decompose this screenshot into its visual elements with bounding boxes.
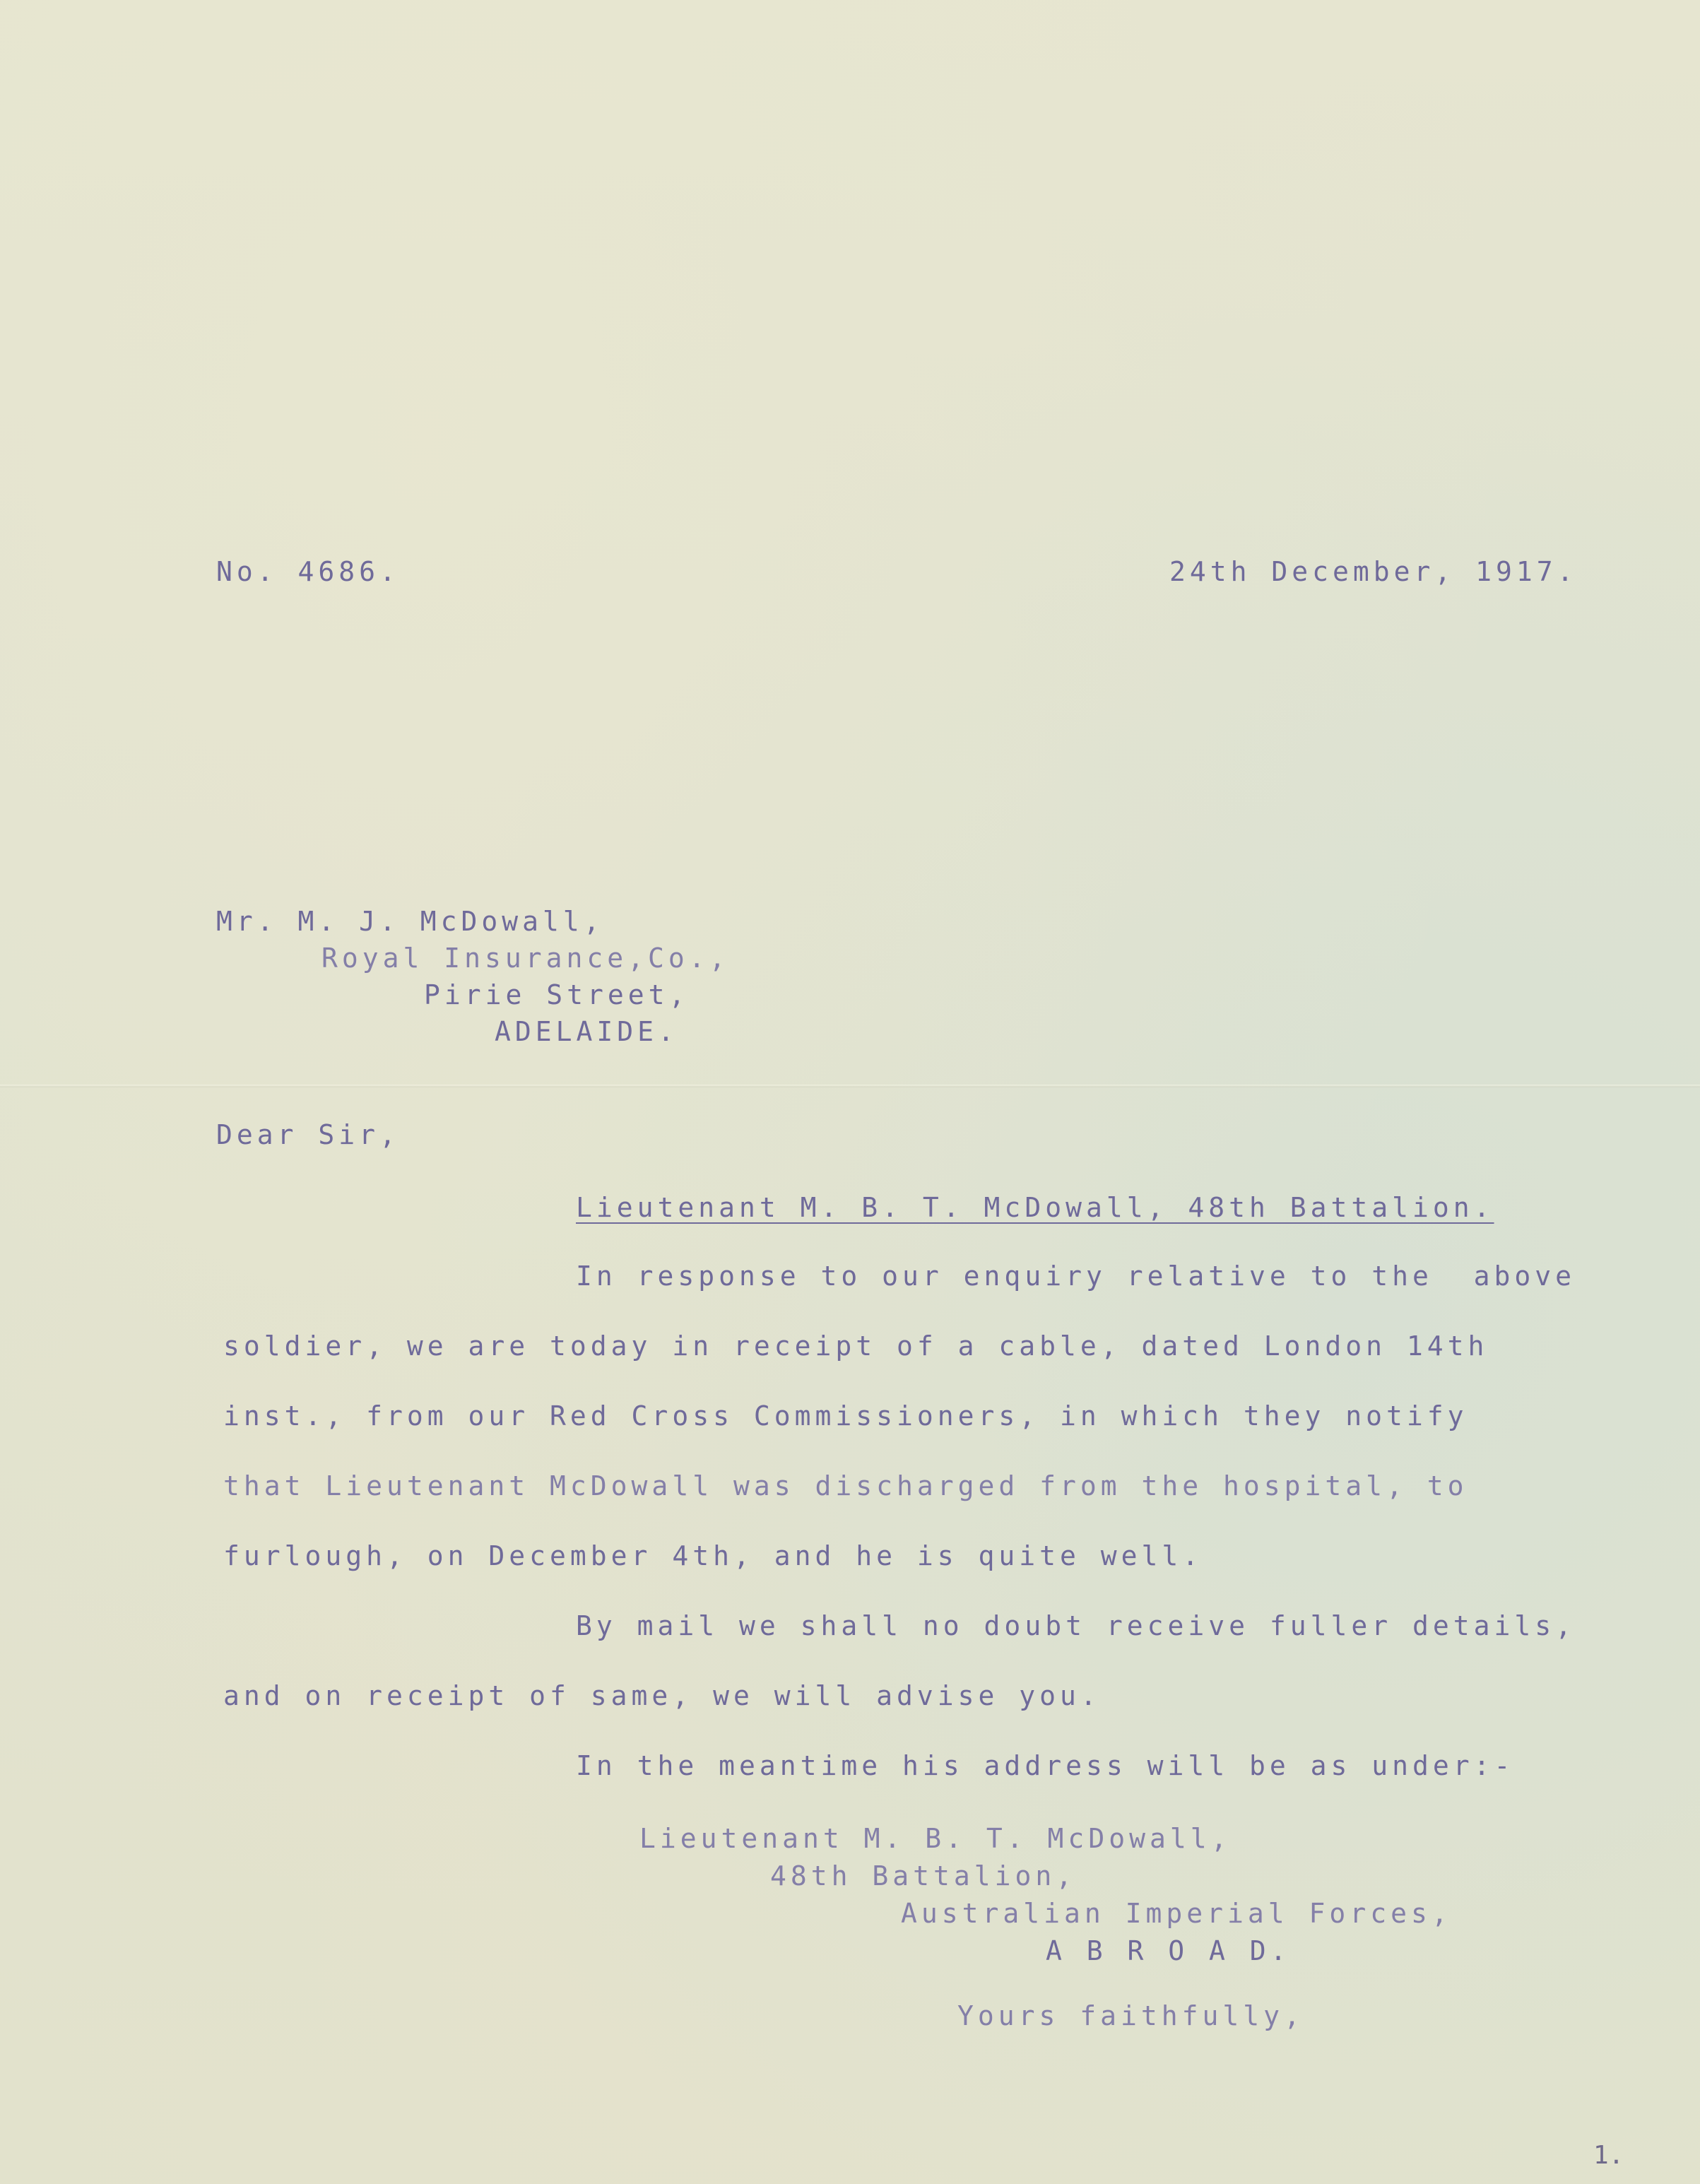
body-line-6: By mail we shall no doubt receive fuller details,	[576, 1610, 1576, 1641]
body-line-2: soldier, we are today in receipt of a cable, dated London 14th	[223, 1330, 1489, 1362]
recipient-city: ADELAIDE.	[495, 1016, 678, 1047]
recipient-company: Royal Insurance,Co.,	[321, 943, 730, 974]
closing: Yours faithfully,	[957, 2000, 1304, 2031]
body-line-4: that Lieutenant McDowall was discharged from the hospital, to	[223, 1470, 1468, 1501]
address-line-2: 48th Battalion,	[770, 1860, 1077, 1891]
subject-line: Lieutenant M. B. T. McDowall, 48th Battalion.	[576, 1192, 1494, 1223]
recipient-name: Mr. M. J. McDowall,	[216, 906, 604, 937]
body-line-8: In the meantime his address will be as under:-	[576, 1750, 1515, 1781]
salutation: Dear Sir,	[216, 1119, 400, 1150]
address-line-4: A B R O A D.	[1046, 1935, 1291, 1966]
address-line-3: Australian Imperial Forces,	[901, 1898, 1452, 1929]
body-line-3: inst., from our Red Cross Commissioners, in which they notify	[223, 1400, 1468, 1432]
recipient-street: Pirie Street,	[424, 979, 690, 1010]
body-line-7: and on receipt of same, we will advise you.	[223, 1680, 1101, 1711]
paper-fold	[0, 1085, 1700, 1087]
address-line-1: Lieutenant M. B. T. McDowall,	[639, 1823, 1232, 1854]
letter-date: 24th December, 1917.	[1169, 556, 1578, 587]
reference-number: No. 4686.	[216, 556, 400, 587]
body-line-1: In response to our enquiry relative to the above	[576, 1261, 1576, 1292]
corner-mark: 1.	[1593, 2141, 1624, 2170]
body-line-5: furlough, on December 4th, and he is quite well.	[223, 1540, 1203, 1571]
